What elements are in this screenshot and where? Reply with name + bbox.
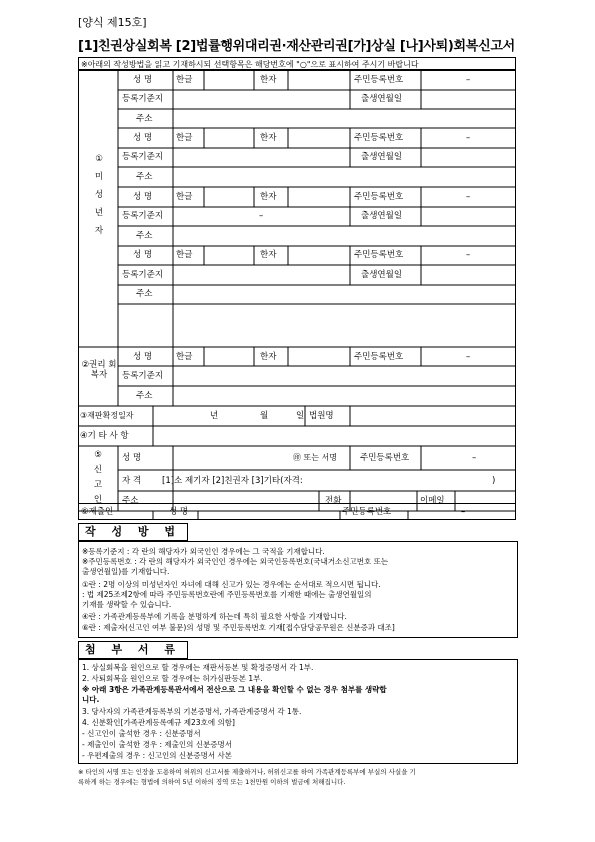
hangul-label: 한글 [176,250,193,260]
registry-dash: – [259,211,264,221]
address-label: 주소 [136,172,153,182]
rights-holder-label: ②권리 회복자 [81,360,117,380]
birth-label: 출생연월일 [361,94,403,104]
attach-line: - 우편제출의 경우 : 신고인의 신분증명서 사본 [82,751,232,760]
address-label: 주소 [136,289,153,299]
hangul-label: 한글 [176,192,193,202]
rrn-dash: – [466,133,471,143]
hangul-label: 한글 [176,352,193,362]
reporter-label: ⑤ 신 고 인 [93,450,103,505]
qualification-options[interactable]: [1]소 제기자 [2]친권자 [3]기타(자격: [162,476,303,486]
year-label: 년 [210,411,219,421]
address-label: 주소 [136,391,153,401]
name-label: 성 명 [133,75,153,85]
registry-label: 등록기준지 [122,94,164,104]
birth-label: 출생연월일 [361,270,403,280]
method-line: ※등록기준지 : 각 란의 해당자가 외국인인 경우에는 그 국적을 기재합니다. [82,547,325,556]
form-number: [양식 제15호] [78,16,147,29]
submitter-label: ⑥제출인 [81,507,114,517]
day-label: 일 [296,411,305,421]
name-label: 성 명 [133,250,153,260]
attach-box [78,659,518,764]
hangul-label: 한글 [176,75,193,85]
submitter-rrn-label: 주민등록번호 [342,507,392,517]
email-label: 이메일 [420,496,445,506]
rrn-dash: – [466,75,471,85]
attach-heading: 첨 부 서 류 [78,641,188,659]
reporter-rrn-dash: – [472,453,477,463]
registry-label: 등록기준지 [122,211,164,221]
name-label: 성 명 [133,352,153,362]
submitter-rrn-dash: – [461,507,466,517]
hanja-label: 한자 [260,75,277,85]
form-title: [1]친권상실회복 [2]법률행위대리권·재산관리권[가]상실 [나]사퇴)회복신고서 [78,39,515,54]
method-box [78,541,518,638]
rrn-label: 주민등록번호 [354,250,404,260]
report-form-grid [78,70,516,520]
rrn-dash: – [466,250,471,260]
name-label: 성 명 [133,133,153,143]
name-label: 성 명 [133,192,153,202]
attach-line: 4. 신분확인[가족관계등록예규 제23호에 의함] [82,718,235,727]
method-line: : 법 제25조제2항에 따라 주민등록번호란에 주민등록번호를 기재한 때에는 출생연월일의 [82,590,372,599]
seal-label: ㊞ 또는 서명 [293,453,337,462]
footnote-line: ※ 타인의 서명 또는 인장을 도용하여 허위의 신고서를 제출하거나, 허위신고를 하여 가족관계등록부에 부실의 사실을 기 [78,768,416,776]
attach-line: - 제출인이 출석한 경우 : 제출인의 신분증명서 [82,740,232,749]
reporter-rrn-label: 주민등록번호 [360,453,410,463]
reporter-address-label: 주소 [122,496,139,506]
judgment-date-label: ③재판확정일자 [80,411,134,420]
month-label: 월 [260,411,269,421]
registry-label: 등록기준지 [122,152,164,162]
method-line: ⑥란 : 제출자(신고인 여부 불문)의 성명 및 주민등록번호 기재[접수담당공무원은 신분증과 대조] [82,623,395,632]
submitter-name-label: 성 명 [169,507,189,517]
method-line: ①란 : 2명 이상의 미성년자인 자녀에 대해 신고가 있는 경우에는 순서대로 적으시면 됩니다. [82,580,381,589]
hanja-label: 한자 [260,352,277,362]
rrn-dash: – [466,352,471,362]
birth-label: 출생연월일 [361,211,403,221]
method-line: ※주민등록번호 : 각 란의 해당자가 외국인인 경우에는 외국인등록번호(국내거소신고번호 또는 [82,557,389,566]
method-line: ④란 : 가족관계등록부에 기록을 분명하게 하는데 특히 필요한 사항을 기재합니다. [82,612,347,621]
attach-line: - 신고인이 출석한 경우 : 신분증명서 [82,729,201,738]
reporter-name-label: 성 명 [122,453,142,463]
registry-label: 등록기준지 [122,270,164,280]
rrn-label: 주민등록번호 [354,75,404,85]
rrn-label: 주민등록번호 [354,192,404,202]
attach-line: ※ 아래 3항은 가족관계등록관서에서 전산으로 그 내용을 확인할 수 없는 경우 첨부를 생략합 [82,685,387,694]
qualification-close: ) [492,476,496,486]
method-heading: 작 성 방 법 [78,523,188,541]
method-line: 기재를 생략할 수 있습니다. [82,600,172,609]
instruction-note: ※아래의 작성방법을 읽고 기재하시되 선택항목은 해당번호에 "○"으로 표시하여 주시기 바랍니다 [78,57,516,70]
minor-section-label: ① 미 성 년 자 [94,154,104,236]
hanja-label: 한자 [260,250,277,260]
attach-line: 1. 상실회복을 원인으로 할 경우에는 재판서등본 및 확정증명서 각 1부. [82,663,314,672]
phone-label: 전화 [325,496,342,506]
hanja-label: 한자 [260,192,277,202]
other-matters-label: ④기 타 사 항 [80,431,129,441]
hangul-label: 한글 [176,133,193,143]
address-label: 주소 [136,114,153,124]
court-label: 법원명 [309,411,334,421]
address-label: 주소 [136,231,153,241]
rrn-label: 주민등록번호 [354,352,404,362]
method-line: 출생연월일)를 기재합니다. [82,567,170,576]
attach-line: 니다. [82,695,100,704]
birth-label: 출생연월일 [361,152,403,162]
attach-line: 2. 사퇴회복을 원인으로 할 경우에는 허가심판등본 1부. [82,674,263,683]
attach-line: 3. 당사자의 가족관계등록부의 기본증명서, 가족관계증명서 각 1통. [82,707,302,716]
rrn-label: 주민등록번호 [354,133,404,143]
submitter-row [78,503,516,520]
rrn-dash: – [466,192,471,202]
hanja-label: 한자 [260,133,277,143]
qualification-label: 자 격 [122,476,142,486]
footnote-line: 록하게 하는 경우에는 형법에 의하여 5년 이하의 징역 또는 1천만원 이하의 벌금에 처해집니다. [78,778,346,786]
registry-label: 등록기준지 [122,371,164,381]
